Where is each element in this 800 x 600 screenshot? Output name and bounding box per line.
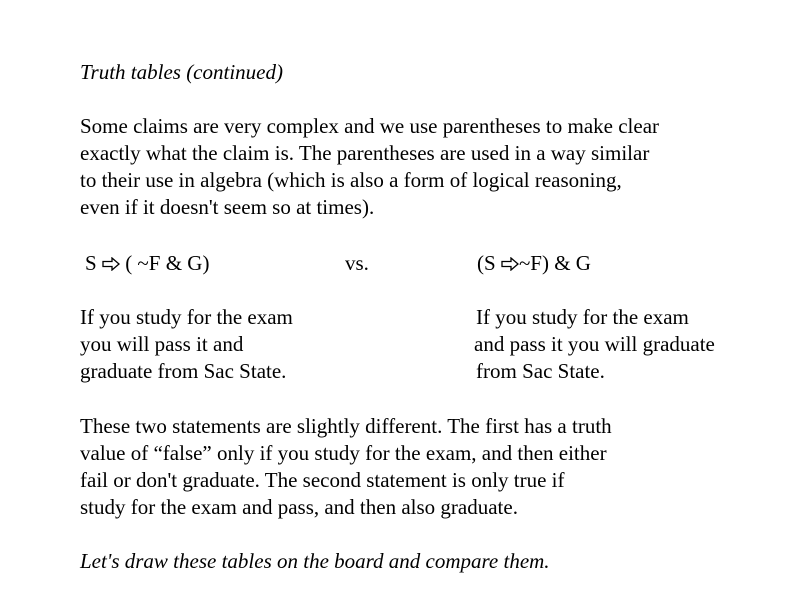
right-formula-suffix: ~F) & G [518, 251, 591, 275]
left-description-line: If you study for the exam [80, 305, 293, 329]
right-description-line: from Sac State. [476, 359, 605, 383]
explanation-line: These two statements are slightly different. The first has a truth [80, 414, 612, 438]
vs-label: vs. [345, 251, 369, 275]
right-formula [477, 250, 591, 277]
intro-line: even if it doesn't seem so at times). [80, 195, 375, 219]
intro-line: to their use in algebra (which is also a form of logical reasoning, [80, 168, 622, 192]
explanation-line: value of “false” only if you study for the exam, and then either [80, 441, 607, 465]
explanation-line: study for the exam and pass, and then also graduate. [80, 495, 518, 519]
right-description-line: and pass it you will graduate [474, 332, 715, 356]
intro-line: Some claims are very complex and we use parentheses to make clear [80, 114, 660, 138]
hollow-right-arrow-icon [501, 257, 519, 271]
right-formula-prefix: (S [477, 251, 501, 275]
intro-line: exactly what the claim is. The parentheses are used in a way similar [80, 141, 650, 165]
closing-note: Let's draw these tables on the board and compare them. [80, 549, 550, 573]
slide-title: Truth tables (continued) [80, 60, 283, 84]
right-description-line: If you study for the exam [476, 305, 689, 329]
left-description-line: you will pass it and [80, 332, 244, 356]
left-formula-suffix: ( ~F & G) [119, 251, 210, 275]
hollow-right-arrow-icon [102, 257, 120, 271]
explanation-line: fail or don't graduate. The second statement is only true if [80, 468, 565, 492]
left-formula [85, 250, 209, 277]
left-description-line: graduate from Sac State. [80, 359, 287, 383]
left-formula-prefix: S [85, 251, 102, 275]
